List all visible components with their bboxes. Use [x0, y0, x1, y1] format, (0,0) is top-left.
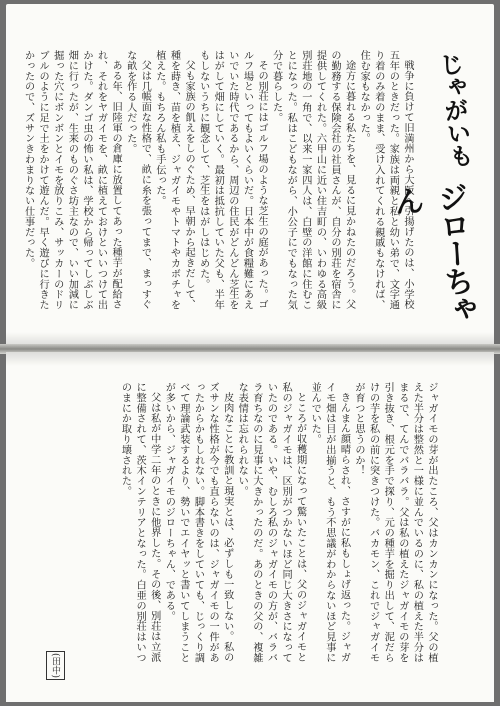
- paragraph: 皮肉なことに教訓と現実とは、必ずしも一致しない。私のズサンな性格が今でも直らないのは、ジャガイモの一件があったからかもしれない。脚本書きをしていても、じっくり調べて理論武装するより、勢いでエイヤッと書いてしまうことが多いから、ジャガイモのジローちゃん、である。: [163, 382, 233, 663]
- lower-page: [6, 352, 494, 702]
- essay-body-upper: [22, 50, 414, 312]
- paragraph: ある年、旧陸軍の倉庫に放置してあった種芋が配給され、それをヤガイモを、畝に植えておけといいつけて出かけた。ダンゴ虫の怖い私は、学校から帰ってしぶしぶ畑に行ったが、生来のものぐさ坊主なので、いい加減に掘った穴にボンボンとイモを放りこみ、サッカーのドリブルのように足で土をかけて遊んだ。早く遊びに行きたかったので、ズサンきわまりない仕事だった。: [22, 50, 122, 310]
- title-brush-line1: じゃがいも: [434, 50, 475, 169]
- paragraph: きんまん顔晴らされ、さすがに私もしょげ返った。ジャガイモ畑は目が出揃うと、もう不思議がわからないほど見事に並んでいた。: [309, 382, 350, 663]
- essay-body-lower: [28, 382, 438, 666]
- paragraph: ところが収穫期になって驚いたことは、父のジャガイモと私のジャガイモは、区別がつかないほど同じ大きさになっていたのである。いや、むしろ私のジャガイモの方が、バラバラ育ちなのに見事に大きかったのだ。あのときの父の、複雑な表情は忘れられない。: [236, 382, 306, 663]
- title-brush-line2: ジローちゃん: [387, 181, 477, 324]
- upper-page: [6, 4, 494, 346]
- paragraph: 父も家族の飢えをしのぐため、早朝から起きだして、種を蒔き、苗を植え、ジャガイモやトマトやカボチャを植えた。もちろん私も手伝った。: [153, 50, 195, 310]
- paragraph: 途方に暮れる私たちを、見るに見かねたのだろう。父の勤務する保険会社の社員さんが、自分の別荘を宿舎に提供してくれた。六甲山に近い住吉町の、いわゆる高級別荘地の一角で、以来一家四人は、白壁の洋館に住むことになった。私はこどもながら、小公子にでもなった気分で暮らした。: [270, 50, 355, 310]
- paragraph: 父は几帳面な性格で、畝に糸を張ってまで、まっすぐな畝を作る人だった。: [124, 50, 151, 310]
- paragraph: 戦争に負けて旧満州から大阪へ引揚げたのは、小学校五年のときだった。家族は両親と私と幼い弟で、文字通り着のみ着のまま、受け入れてくれる親戚もなければ、住む家もなかった。: [358, 50, 413, 310]
- paragraph: その別荘にはゴルフ場のような芝生の庭があった。ゴルフ場といってもよいくらいだ。日本中が食糧難にあえいでいた時代であるから、周辺の住民がどんどん芝生をはがして畑にしていく。最初は抵抗していた父も、半年もしないうちに観念して、芝生をはがしはじめた。: [197, 50, 268, 310]
- fold-shadow: [6, 352, 494, 366]
- paragraph: 父は私が中学二年のときに他界した。その後、別荘は立派に整備されて、茨木インテリアとなった。白亜の別荘はいつのまにか取り壊された。: [119, 382, 160, 663]
- author-signature: (田中): [46, 651, 65, 680]
- paragraph: ジャガイモの芽が出たころ、父はカンカンになった。父の植えた半分は整然と一様に並んでいるのに、私の植えた半分はまるで、てんでバラバラ。父は私の植えたジャガイモの芽を引き抜き、根元を手で探り、元の種芋を掘り出して、泥だらけの芋を私の前に突きつけた。バカモン、これでジャガイモが育つと思うのか！: [353, 382, 437, 663]
